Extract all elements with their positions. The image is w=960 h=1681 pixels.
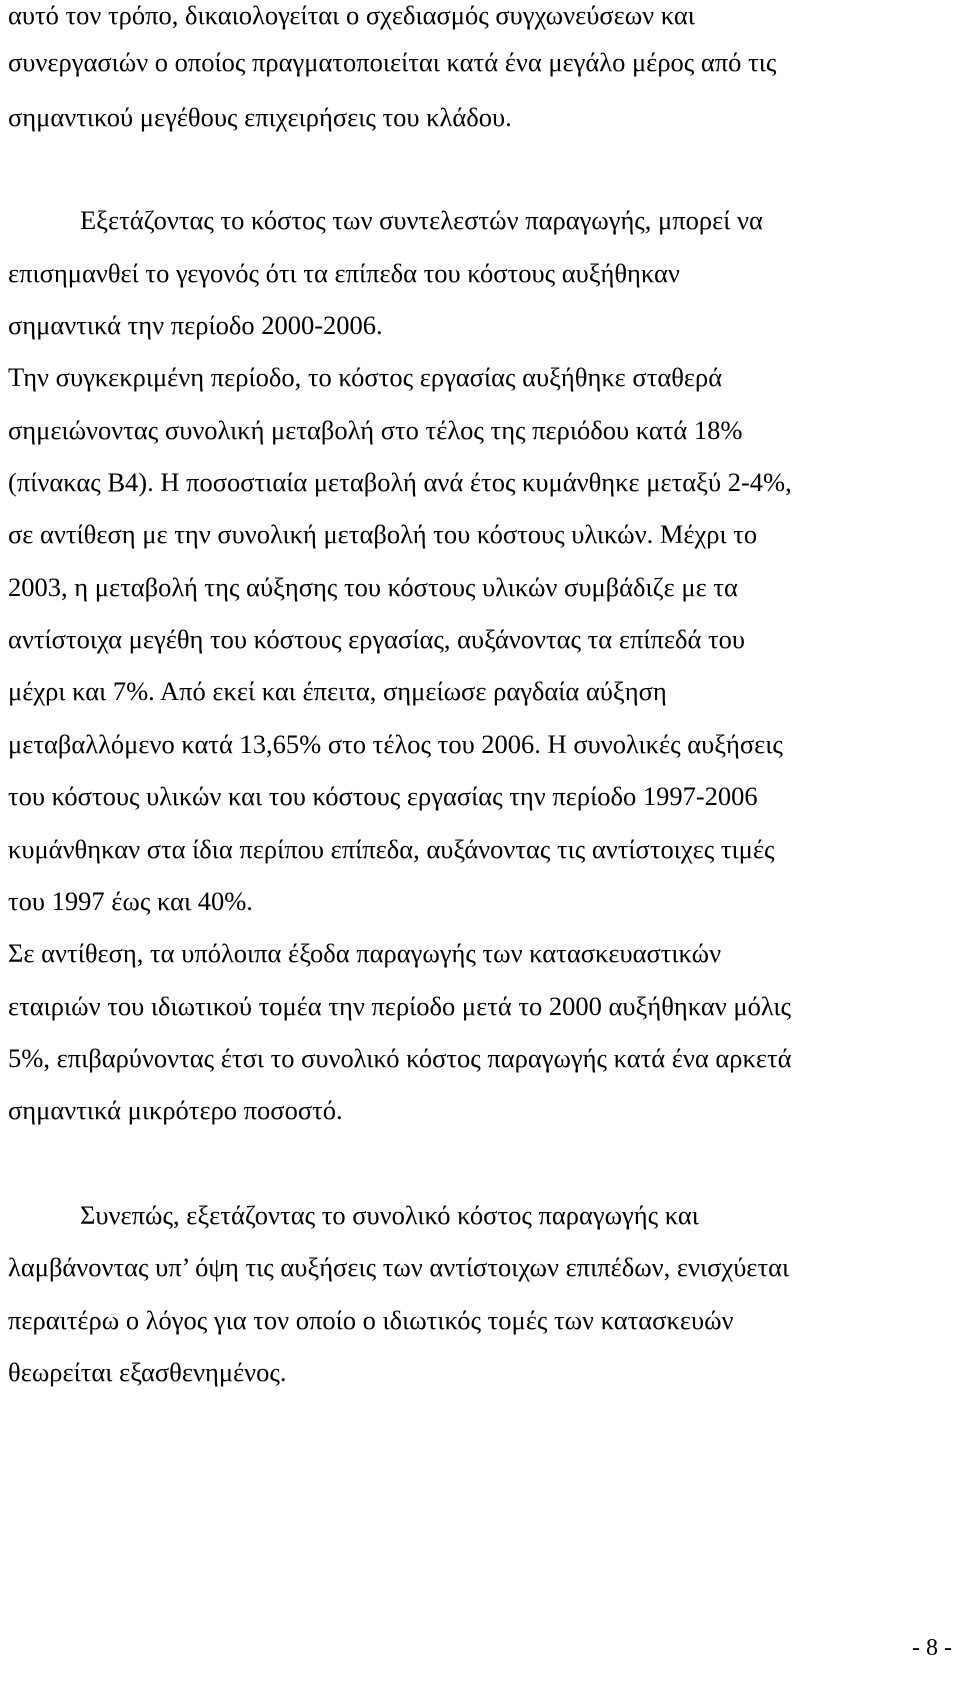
text-line: αντίστοιχα μεγέθη του κόστους εργασίας, αυξάνοντας τα επίπεδά του bbox=[8, 624, 745, 654]
page-number: - 8 - bbox=[912, 1635, 952, 1661]
text-line: εταιριών του ιδιωτικού τομέα την περίοδο μετά το 2000 αυξήθηκαν μόλις bbox=[8, 991, 791, 1021]
text-line: Εξετάζοντας το κόστος των συντελεστών παραγωγής, μπορεί να bbox=[80, 205, 763, 235]
text-line: λαμβάνοντας υπ’ όψη τις αυξήσεις των αντίστοιχων επιπέδων, ενισχύεται bbox=[8, 1252, 790, 1282]
text-line: σημαντικού μεγέθους επιχειρήσεις του κλάδου. bbox=[8, 102, 512, 132]
text-line: μέχρι και 7%. Από εκεί και έπειτα, σημείωσε ραγδαία αύξηση bbox=[8, 676, 667, 706]
text-line: σημαντικά μικρότερο ποσοστό. bbox=[8, 1095, 343, 1125]
text-line: Σε αντίθεση, τα υπόλοιπα έξοδα παραγωγής των κατασκευαστικών bbox=[8, 938, 722, 968]
text-line: του 1997 έως και 40%. bbox=[8, 886, 253, 916]
text-line: κυμάνθηκαν στα ίδια περίπου επίπεδα, αυξάνοντας τις αντίστοιχες τιμές bbox=[8, 834, 775, 864]
text-line: σημειώνοντας συνολική μεταβολή στο τέλος της περιόδου κατά 18% bbox=[8, 415, 743, 445]
text-line: Την συγκεκριμένη περίοδο, το κόστος εργασίας αυξήθηκε σταθερά bbox=[8, 362, 723, 392]
text-line: σε αντίθεση με την συνολική μεταβολή του κόστους υλικών. Μέχρι το bbox=[8, 519, 758, 549]
text-line: θεωρείται εξασθενημένος. bbox=[8, 1357, 287, 1387]
text-line: περαιτέρω ο λόγος για τον οποίο ο ιδιωτικός τομές των κατασκευών bbox=[8, 1305, 734, 1335]
text-line: αυτό τον τρόπο, δικαιολογείται ο σχεδιασμός συγχωνεύσεων και bbox=[8, 0, 695, 30]
text-line: (πίνακας Β4). Η ποσοστιαία μεταβολή ανά έτος κυμάνθηκε μεταξύ 2-4%, bbox=[8, 467, 792, 497]
text-line: συνεργασιών ο οποίος πραγματοποιείται κατά ένα μεγάλο μέρος από τις bbox=[8, 47, 777, 77]
text-line: του κόστους υλικών και του κόστους εργασίας την περίοδο 1997-2006 bbox=[8, 781, 758, 811]
text-line: σημαντικά την περίοδο 2000-2006. bbox=[8, 310, 383, 340]
text-line: επισημανθεί το γεγονός ότι τα επίπεδα του κόστους αυξήθηκαν bbox=[8, 258, 680, 288]
text-line: μεταβαλλόμενο κατά 13,65% στο τέλος του 2006. Η συνολικές αυξήσεις bbox=[8, 729, 783, 759]
text-line: 5%, επιβαρύνοντας έτσι το συνολικό κόστος παραγωγής κατά ένα αρκετά bbox=[8, 1043, 792, 1073]
text-line: 2003, η μεταβολή της αύξησης του κόστους υλικών συμβάδιζε με τα bbox=[8, 572, 738, 602]
text-line: Συνεπώς, εξετάζοντας το συνολικό κόστος παραγωγής και bbox=[80, 1200, 699, 1230]
